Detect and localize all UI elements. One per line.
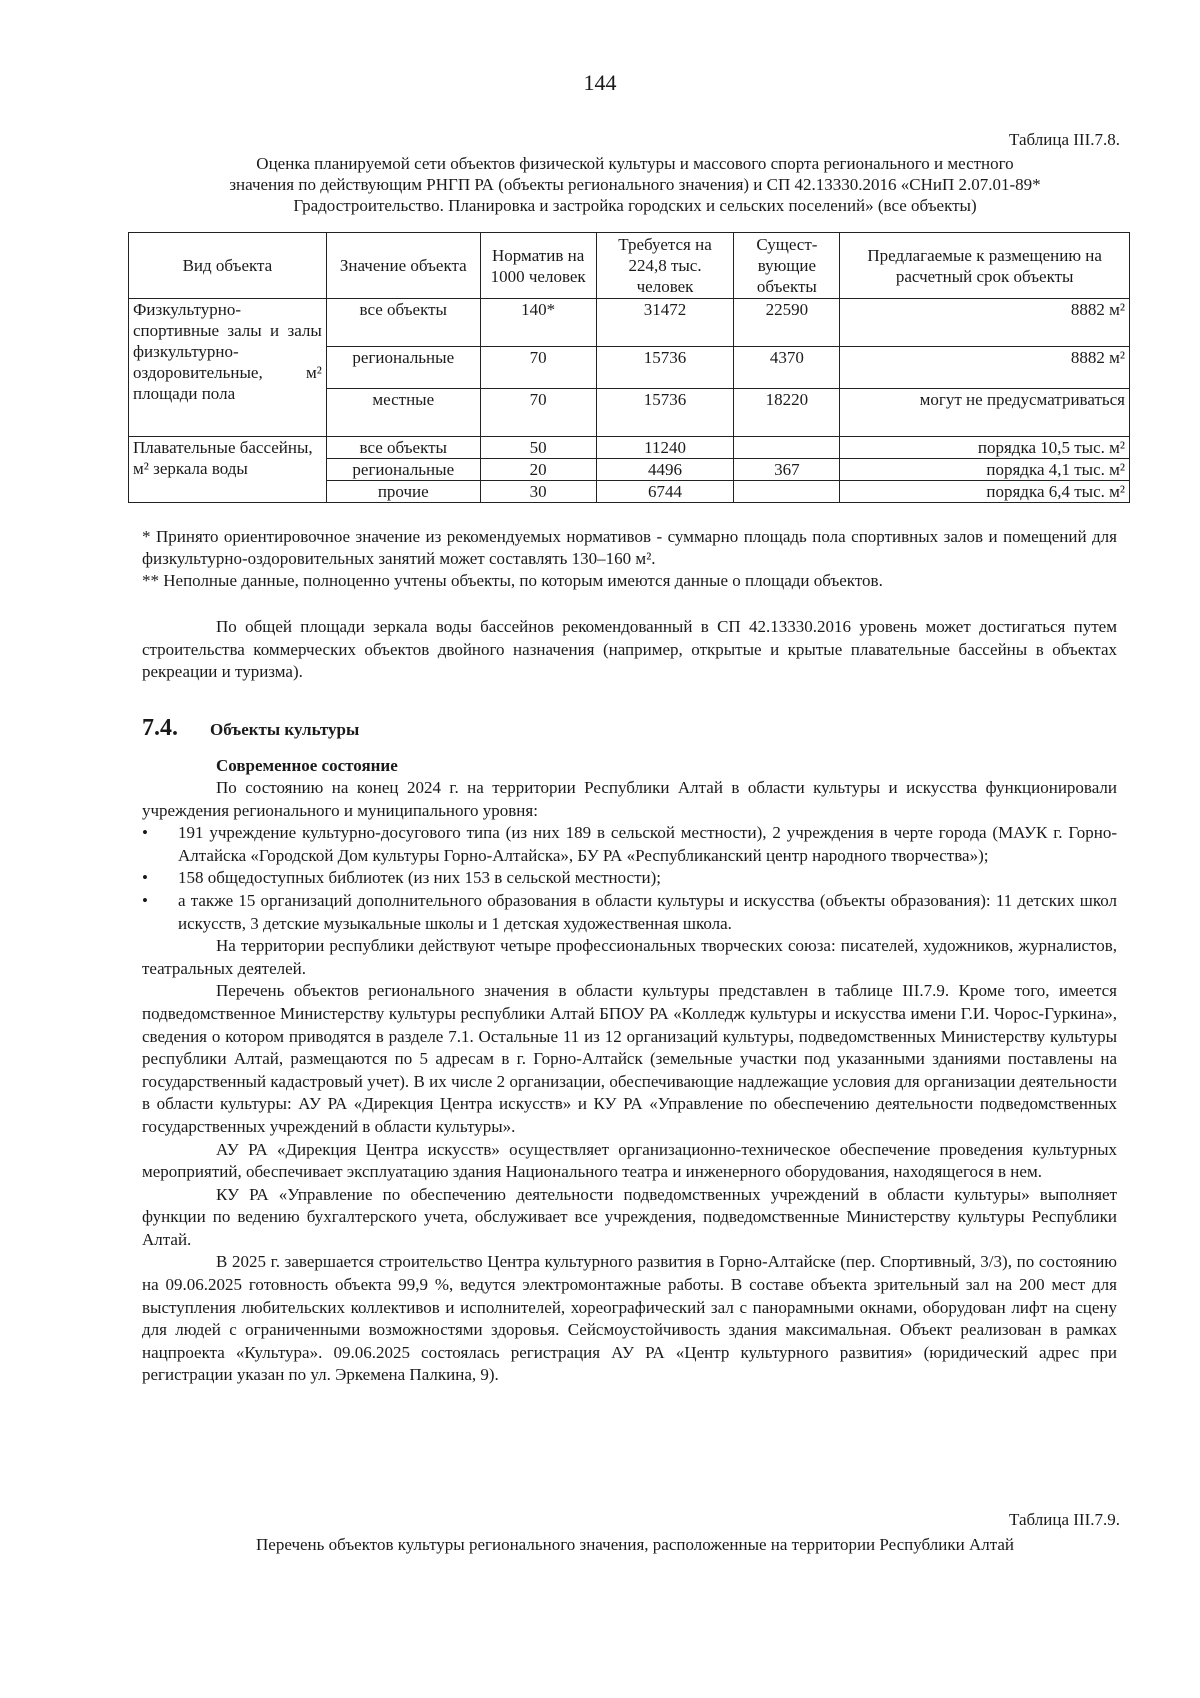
table-cell: 140*: [480, 299, 596, 347]
page-number: 144: [583, 70, 617, 95]
bullet-list: [142, 822, 1117, 935]
table-row: [129, 437, 1130, 459]
table-cell: 15736: [596, 347, 734, 389]
table-title: [140, 153, 1130, 216]
table-cell: 6744: [596, 481, 734, 503]
header-cell: Сущест-вующие объекты: [734, 233, 840, 299]
bullet-icon: •: [142, 823, 148, 843]
footnote: * Принято ориентировочное значение из рекомендуемых нормативов - суммарно площадь пола спортивных залов и помещений для физкультурно-оздоровительных занятий может составлять 130–160 м².: [142, 527, 1117, 568]
paragraph-block: [142, 616, 1117, 684]
table-cell: 15736: [596, 389, 734, 437]
table-cell: 70: [480, 347, 596, 389]
paragraph: На территории республики действуют четыре профессиональных творческих союза: писателей, художников, журналистов, театральных деятелей.: [142, 936, 1117, 978]
table-title: Перечень объектов культуры регионального значения, расположенные на территории Республики Алтай: [256, 1535, 1014, 1554]
subsection-title: Современное состояние: [216, 756, 398, 775]
table-cell: 20: [480, 459, 596, 481]
paragraph: По общей площади зеркала воды бассейнов рекомендованный в СП 42.13330.2016 уровень может достигаться путем строительства коммерческих объектов двойного назначения (например, открытые и крытые плавательные бассейны в объектах рекреации и туризма).: [142, 617, 1117, 682]
table-label: Таблица III.7.8.: [1009, 130, 1120, 149]
bullet-item: [142, 822, 1117, 867]
group-name-cell: Плавательные бассейны, м² зеркала воды: [129, 437, 327, 503]
paragraph: КУ РА «Управление по обеспечению деятельности подведомственных учреждений в области культуры» выполняет функции по ведению бухгалтерского учета, обслуживает все учреждения, подведомственные Министерству культуры Республики Алтай.: [142, 1184, 1117, 1249]
footnote: ** Неполные данные, полноценно учтены объекты, по которым имеются данные о площади объектов.: [142, 571, 883, 590]
table-cell: 50: [480, 437, 596, 459]
group-name-cell: Физкультурно-спортивные залы и залы физкультурно-оздоровительные, м² площади пола: [129, 299, 327, 437]
table-cell: [734, 481, 840, 503]
bullet-text: 158 общедоступных библиотек (из них 153 в сельской местности);: [178, 868, 662, 888]
header-cell: Значение объекта: [326, 233, 480, 299]
table-cell: 4370: [734, 347, 840, 389]
table-row: [129, 299, 1130, 347]
table-cell: прочие: [326, 481, 480, 503]
table-cell: порядка 10,5 тыс. м²: [840, 437, 1130, 459]
section-title: Объекты культуры: [210, 720, 360, 739]
table-title-line: значения по действующим РНГП РА (объекты регионального значения) и СП 42.13330.2016 «СНиП 2.07.01-89*: [229, 175, 1041, 194]
table-cell: региональные: [326, 459, 480, 481]
table-cell: 11240: [596, 437, 734, 459]
table-cell: региональные: [326, 347, 480, 389]
table-cell: 70: [480, 389, 596, 437]
table-header-row: [129, 233, 1130, 299]
sports-facilities-table: [128, 232, 1130, 503]
bullet-item: [142, 890, 1117, 935]
table-cell: могут не предусматриваться: [840, 389, 1130, 437]
paragraph: АУ РА «Дирекция Центра искусств» осуществляет организационно-техническое обеспечение проведения культурных мероприятий, обеспечивает эксплуатацию здания Национального театра и инженерного оборудования, находящегося в нем.: [142, 1139, 1117, 1182]
paragraph: По состоянию на конец 2024 г. на территории Республики Алтай в области культуры и искусства функционировали учреждения регионального и муниципального уровня:: [142, 778, 1117, 820]
table-cell: 367: [734, 459, 840, 481]
header-cell: Предлагаемые к размещению на расчетный срок объекты: [840, 233, 1130, 299]
bullet-icon: •: [142, 890, 148, 910]
section-number: 7.4.: [142, 715, 178, 741]
table-cell: 18220: [734, 389, 840, 437]
table-footnotes: [142, 526, 1117, 592]
table-title-line: Градостроительство. Планировка и застройка городских и сельских поселений» (все объекты): [293, 196, 977, 215]
section-heading: [142, 715, 359, 742]
table-cell: все объекты: [326, 437, 480, 459]
bullet-text: 191 учреждение культурно-досугового типа (из них 189 в сельской местности), 2 учреждения в черте города (МАУК г. Горно-Алтайска «Городской Дом культуры Горно-Алтайска», БУ РА «Республиканский центр народного творчества»);: [178, 823, 1117, 865]
table-cell: 8882 м²: [840, 299, 1130, 347]
table-label: Таблица III.7.9.: [1009, 1510, 1120, 1529]
table-cell: местные: [326, 389, 480, 437]
section-body: [142, 777, 1117, 1387]
table-cell: 31472: [596, 299, 734, 347]
table-cell: 8882 м²: [840, 347, 1130, 389]
table-cell: порядка 6,4 тыс. м²: [840, 481, 1130, 503]
table-cell: 22590: [734, 299, 840, 347]
table-cell: 4496: [596, 459, 734, 481]
table-title-line: Оценка планируемой сети объектов физической культуры и массового спорта регионального и местного: [256, 154, 1014, 173]
bullet-icon: •: [142, 868, 148, 888]
paragraph: В 2025 г. завершается строительство Центра культурного развития в Горно-Алтайске (пер. Спортивный, 3/3), по состоянию на 09.06.2025 готовность объекта 99,9 %, ведутся электромонтажные работы. В составе объекта зрительный зал на 200 мест для выступления любительских коллективов и исполнителей, хореографический зал с панорамными окнами, оборудован лифт на сцену для людей с ограниченными возможностями здоровья. Сейсмоустойчивость здания максимальная. Объект реализован в рамках нацпроекта «Культура». 09.06.2025 состоялась регистрация АУ РА «Центр культурного развития» (юридический адрес при регистрации указан по ул. Эркемена Палкина, 9).: [142, 1252, 1117, 1385]
table-cell: все объекты: [326, 299, 480, 347]
paragraph: Перечень объектов регионального значения в области культуры представлен в таблице III.7.9. Кроме того, имеется подведомственное Министерству культуры республики Алтай БПОУ РА «Колледж культуры и искусства имени Г.И. Чорос-Гуркина», сведения о котором приводятся в разделе 7.1. Остальные 11 из 12 организаций культуры, подведомственных Министерству культуры республики Алтай, размещаются по 5 адресам в г. Горно-Алтайск (земельные участки под указанными зданиями поставлены на государственный кадастровый учет). В их числе 2 организации, обеспечивающие надлежащие условия для организации деятельности в области культуры: АУ РА «Дирекция Центра искусств» и КУ РА «Управление по обеспечению деятельности подведомственных государственных учреждений в области культуры».: [142, 981, 1117, 1136]
table-cell: 30: [480, 481, 596, 503]
table-cell: [734, 437, 840, 459]
table-cell: порядка 4,1 тыс. м²: [840, 459, 1130, 481]
bullet-item: [142, 867, 1117, 890]
bullet-text: а также 15 организаций дополнительного образования в области культуры и искусства (объекты образования): 11 детских школ искусств, 3 детские музыкальные школы и 1 детская художественная школа.: [178, 890, 1117, 933]
header-cell: Вид объекта: [129, 233, 327, 299]
header-cell: Норматив на 1000 человек: [480, 233, 596, 299]
header-cell: Требуется на 224,8 тыс. человек: [596, 233, 734, 299]
